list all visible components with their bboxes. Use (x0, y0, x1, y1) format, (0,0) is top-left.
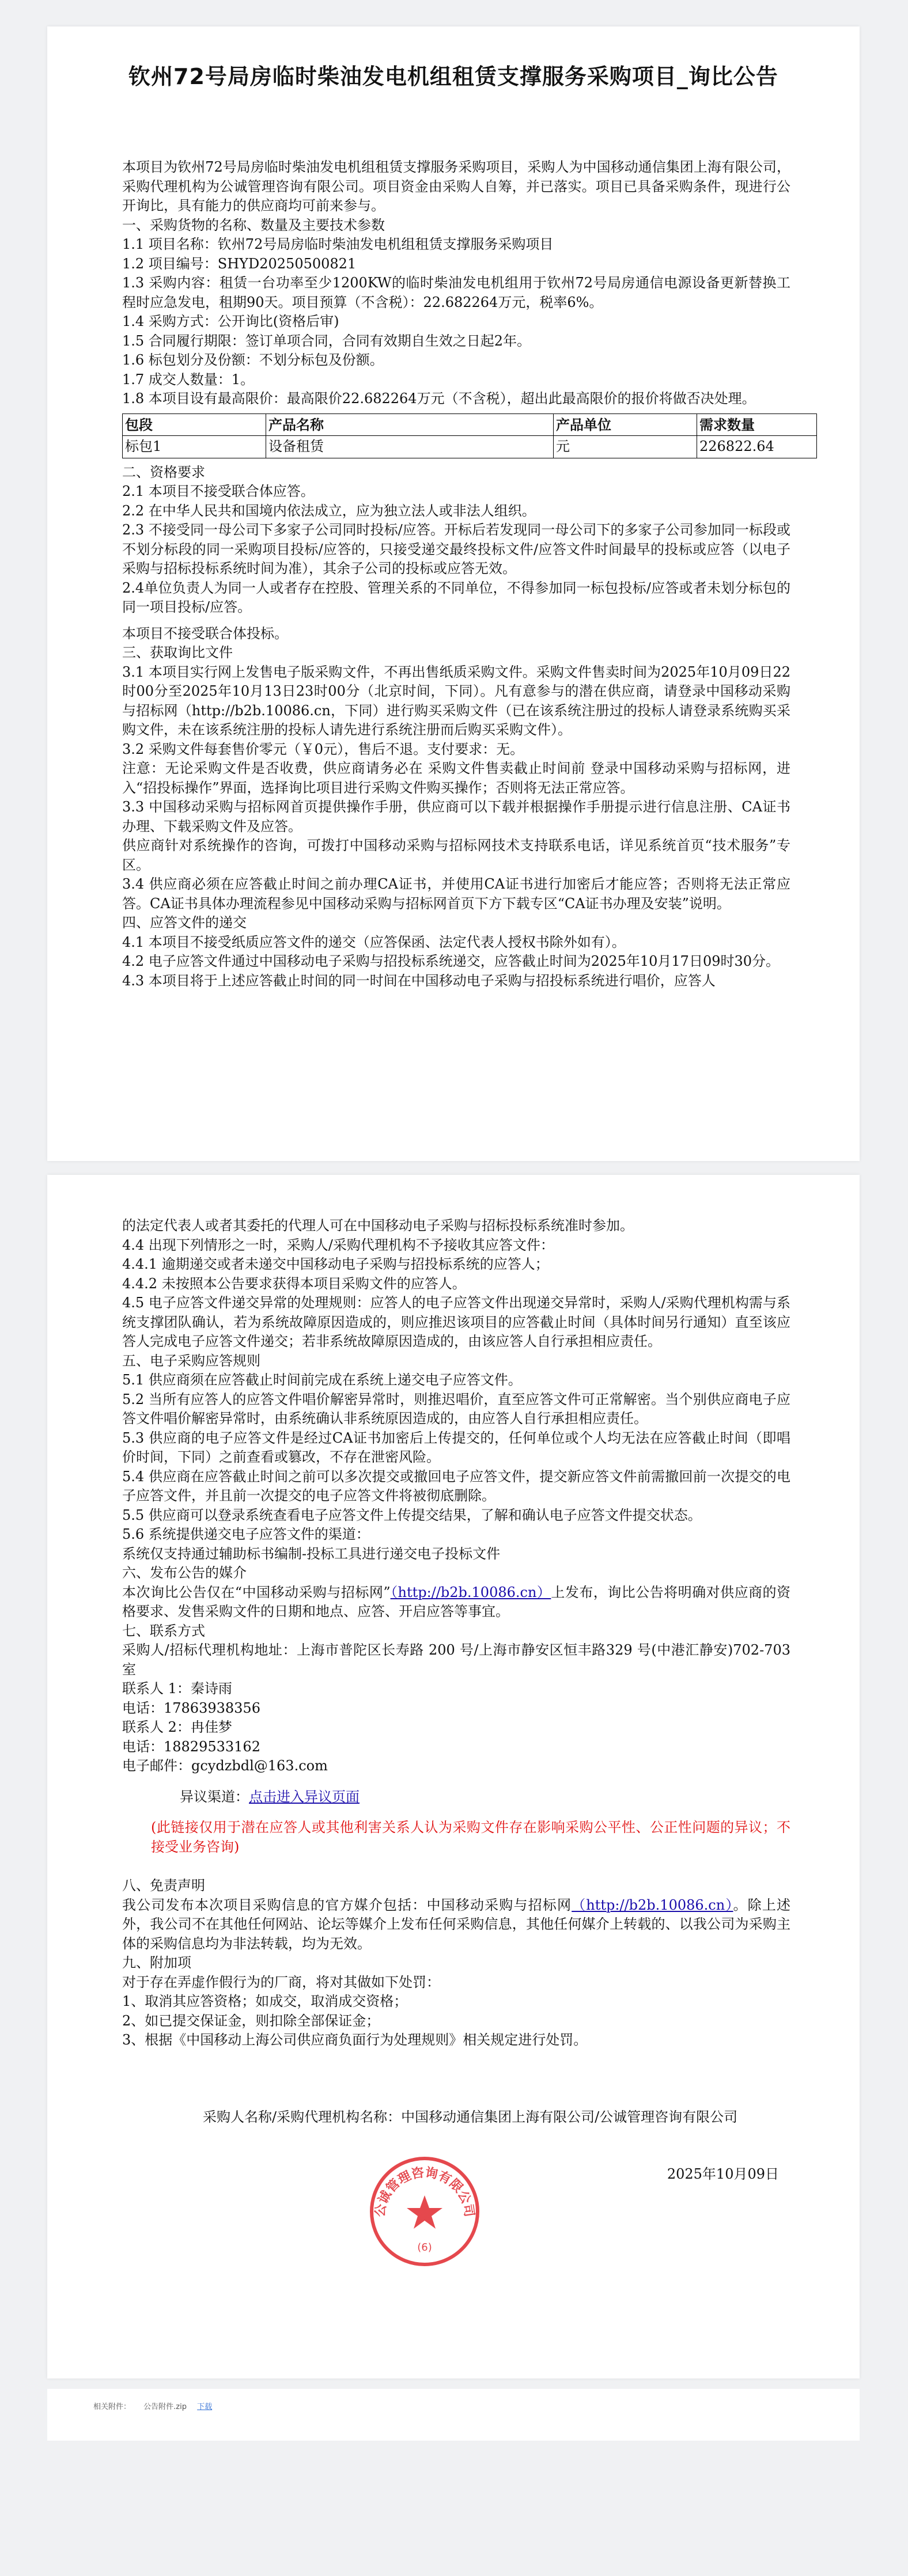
objection-channel (122, 1788, 790, 1807)
paragraph (122, 1583, 790, 1622)
b2b-site-link[interactable]: （http://b2b.10086.cn） (572, 1896, 733, 1913)
paragraph: 的法定代表人或者其委托的代理人可在中国移动电子采购与招标投标系统准时参加。 (122, 1217, 634, 1234)
paragraph: 供应商针对系统操作的咨询，可拨打中国移动采购与招标网技术支持联系电话，详见系统首页“技术服务”专区。 (122, 837, 790, 873)
document-page-1 (47, 26, 860, 1161)
paragraph-text: 。除上述外，我公司不在其他任何网站、论坛等媒介上发布任何采购信息，其他任何媒介上转载的、以我公司为采购主体的采购信息均为非法转载，均为无效。 (122, 1896, 791, 1952)
company-seal-icon (367, 2154, 482, 2269)
paragraph: 3.2 采购文件每套售价零元（￥0元），售后不退。支付要求：无。 (122, 741, 524, 757)
paragraph: 系统仅支持通过辅助标书编制-投标工具进行递交电子投标文件 (122, 1545, 501, 1562)
section-heading: 二、资格要求 (122, 464, 205, 480)
paragraph: 3.3 中国移动采购与招标网首页提供操作手册，供应商可以下载并根据操作手册提示进行信息注册、CA证书办理、下载采购文件及应答。 (122, 799, 790, 834)
paragraph: 本项目不接受联合体投标。 (122, 625, 288, 642)
paragraph: 4.4.1 逾期递交或者未递交中国移动电子采购与招投标系统的应答人； (122, 1256, 549, 1272)
paragraph: 1.4 采购方式：公开询比(资格后审) (122, 313, 339, 329)
table-header: 需求数量 (697, 413, 817, 436)
paragraph: 1、取消其应答资格；如成交，取消成交资格； (122, 1993, 408, 2009)
section-heading: 三、获取询比文件 (122, 644, 233, 661)
contact-person: 联系人 2：冉佳梦 (122, 1719, 232, 1735)
address: 采购人/招标代理机构地址：上海市普陀区长寿路 200 号/上海市静安区恒丰路329 号(中港汇静安)702-703 室 (122, 1642, 790, 1678)
section-heading: 五、电子采购应答规则 (122, 1352, 260, 1369)
objection-link[interactable]: 点击进入异议页面 (249, 1788, 360, 1805)
seal-number: (6) (417, 2241, 432, 2253)
table-row (123, 436, 817, 458)
table-header-row (123, 413, 817, 436)
attachment-label: 相关附件： (93, 2403, 131, 2411)
table-header: 产品单位 (554, 413, 697, 436)
table-header: 包段 (123, 413, 266, 436)
paragraph: 2.4单位负责人为同一人或者存在控股、管理关系的不同单位，不得参加同一标包投标/应答或者未划分标包的同一项目投标/应答。 (122, 579, 790, 615)
paragraph: 5.5 供应商可以登录系统查看电子应答文件上传提交结果，了解和确认电子应答文件提交状态。 (122, 1507, 702, 1523)
paragraph-text: 本次询比公告仅在“中国移动采购与招标网” (122, 1584, 391, 1600)
paragraph: 4.1 本项目不接受纸质应答文件的递交（应答保函、法定代表人授权书除外如有）。 (122, 934, 626, 950)
paragraph: 1.1 项目名称：钦州72号局房临时柴油发电机组租赁支撑服务采购项目 (122, 236, 554, 252)
download-link[interactable]: 下载 (197, 2403, 213, 2411)
paragraph: 5.2 当所有应答人的应答文件唱价解密异常时，则推迟唱价，直至应答文件可正常解密。当个别供应商电子应答文件唱价解密异常时，由系统确认非系统原因造成的，由应答人自行承担相应责任。 (122, 1391, 790, 1427)
attachment-bar (47, 2389, 860, 2441)
date: 2025年10月09日 (667, 2166, 779, 2182)
paragraph: 3.1 本项目实行网上发售电子版采购文件，不再出售纸质采购文件。采购文件售卖时间为2025年10月09日22时00分至2025年10月13日23时00分（北京时间，下同）。凡有意参与的潜在供应商，请登录中国移动采购与招标网（http://b2b.10086.cn，下同）进行购买采购文件（已在该系统注册过的投标人请登录系统购买采购文件，未在该系统注册的投标人请先进行系统注册而后购买采购文件）。 (122, 663, 790, 738)
paragraph: 2.1 本项目不接受联合体应答。 (122, 483, 315, 499)
paragraph: 5.1 供应商须在应答截止时间前完成在系统上递交电子应答文件。 (122, 1372, 522, 1388)
paragraph: 1.3 采购内容：租赁一台功率至少1200KW的临时柴油发电机组用于钦州72号局房通信电源设备更新替换工程时应急发电，租期90天。项目预算（不含税）：22.682264万元，税率6%。 (122, 275, 790, 310)
attachment-file: 公告附件.zip (143, 2403, 187, 2411)
paragraph-text: 我公司发布本次项目采购信息的官方媒介包括：中国移动采购与招标网 (122, 1896, 572, 1913)
paragraph: 4.4 出现下列情形之一时，采购人/采购代理机构不予接收其应答文件： (122, 1236, 554, 1253)
section-heading: 七、联系方式 (122, 1622, 205, 1639)
paragraph: 2.3 不接受同一母公司下多家子公司同时投标/应答。开标后若发现同一母公司下的多家子公司参加同一标段或不划分标段的同一采购项目投标/应答的，只接受递交最终投标文件/应答文件时间最早的投标或应答（以电子采购与招标投标系统时间为准），其余子公司的投标或应答无效。 (122, 522, 790, 576)
section-heading: 一、采购货物的名称、数量及主要技术参数 (122, 217, 385, 233)
b2b-site-link[interactable]: （http://b2b.10086.cn） (390, 1584, 551, 1600)
page-title: 钦州72号局房临时柴油发电机组租赁支撑服务采购项目_询比公告 (128, 64, 778, 89)
contact-email: 电子邮件：gcydzbdl@163.com (122, 1758, 328, 1774)
attachment-row (93, 2400, 212, 2411)
paragraph: 4.3 本项目将于上述应答截止时间的同一时间在中国移动电子采购与招投标系统进行唱价，应答人 (122, 972, 716, 989)
objection-note: (此链接仅用于潜在应答人或其他利害关系人认为采购文件存在影响采购公平性、公正性问题的异议；不接受业务咨询) (151, 1819, 790, 1855)
section-heading: 四、应答文件的递交 (122, 915, 247, 931)
document-page-2 (47, 1175, 860, 2378)
contact-person: 联系人 1：秦诗雨 (122, 1680, 232, 1697)
paragraph (122, 1896, 790, 1954)
intro-paragraph: 本项目为钦州72号局房临时柴油发电机组租赁支撑服务采购项目，采购人为中国移动通信集团上海有限公司，采购代理机构为公诚管理咨询有限公司。项目资金由采购人自筹，并已落实。项目已具备采购条件，现进行公开询比，具有能力的供应商均可前来参与。 (122, 159, 790, 214)
paragraph: 4.4.2 未按照本公告要求获得本项目采购文件的应答人。 (122, 1275, 466, 1292)
section-heading: 六、发布公告的媒介 (122, 1565, 247, 1581)
section-heading: 八、免责声明 (122, 1877, 205, 1894)
contact-phone: 电话：17863938356 (122, 1699, 260, 1716)
paragraph: 1.8 本项目设有最高限价：最高限价22.682264万元（不含税），超出此最高限价的报价将做否决处理。 (122, 390, 756, 407)
paragraph: 1.5 合同履行期限：签订单项合同，合同有效期自生效之日起2年。 (122, 332, 531, 349)
page2-body (122, 1216, 790, 2184)
paragraph: 对于存在弄虚作假行为的厂商，将对其做如下处罚： (122, 1974, 440, 1990)
paragraph: 5.4 供应商在应答截止时间之前可以多次提交或撤回电子应答文件，提交新应答文件前需撤回前一次提交的电子应答文件，并且前一次提交的电子应答文件将被彻底删除。 (122, 1468, 790, 1504)
table-cell: 226822.64 (697, 436, 817, 458)
paragraph: 注意：无论采购文件是否收费，供应商请务必在 采购文件售卖截止时间前 登录中国移动采购与招标网，进入“招投标操作”界面，选择询比项目进行采购文件购买操作；否则将无法正常应答。 (122, 760, 790, 796)
table-cell: 标包1 (123, 436, 266, 458)
table-cell: 元 (554, 436, 697, 458)
paragraph: 5.3 供应商的电子应答文件是经过CA证书加密后上传提交的，任何单位或个人均无法在应答截止时间（即唱价时间，下同）之前查看或篡改，不存在泄密风险。 (122, 1429, 790, 1465)
table-cell: 设备租赁 (266, 436, 554, 458)
contact-phone: 电话：18829533162 (122, 1738, 260, 1755)
paragraph: 1.6 标包划分及份额：不划分标包及份额。 (122, 352, 384, 368)
paragraph-text: 上发布，询比公告将明确对供应商的资格要求、发售采购文件的日期和地点、应答、开启应答等事宜。 (122, 1584, 790, 1619)
signature: 采购人名称/采购代理机构名称：中国移动通信集团上海有限公司/公诚管理咨询有限公司 (203, 2108, 738, 2125)
paragraph: 3、根据《中国移动上海公司供应商负面行为处理规则》相关规定进行处罚。 (122, 2032, 588, 2048)
page1-body (122, 158, 790, 991)
paragraph: 2.2 在中华人民共和国境内依法成立，应为独立法人或非法人组织。 (122, 502, 536, 519)
paragraph: 5.6 系统提供递交电子应答文件的渠道： (122, 1526, 370, 1542)
section-heading: 九、附加项 (122, 1955, 191, 1971)
paragraph: 2、如已提交保证金，则扣除全部保证金； (122, 2012, 380, 2029)
package-table (122, 413, 817, 458)
table-header: 产品名称 (266, 413, 554, 436)
paragraph: 4.2 电子应答文件通过中国移动电子采购与招投标系统递交，应答截止时间为2025年10月17日09时30分。 (122, 953, 780, 969)
paragraph: 1.2 项目编号：SHYD20250500821 (122, 255, 357, 272)
objection-label: 异议渠道： (180, 1788, 249, 1805)
paragraph: 4.5 电子应答文件递交异常的处理规则：应答人的电子应答文件出现递交异常时，采购人/采购代理机构需与系统支撑团队确认，若为系统故障原因造成的，则应推迟该项目的应答截止时间（具体时间另行通知）直至该应答人完成电子应答文件递交；若非系统故障原因造成的，由该应答人自行承担相应责任。 (122, 1295, 790, 1349)
paragraph: 3.4 供应商必须在应答截止时间之前办理CA证书，并使用CA证书进行加密后才能应答；否则将无法正常应答。CA证书具体办理流程参见中国移动采购与招标网首页下方下载专区“CA证书办理及安装”说明。 (122, 876, 790, 912)
paragraph: 1.7 成交人数量：1。 (122, 371, 255, 388)
seal-text: 公诚管理咨询有限公司 (373, 2165, 476, 2218)
